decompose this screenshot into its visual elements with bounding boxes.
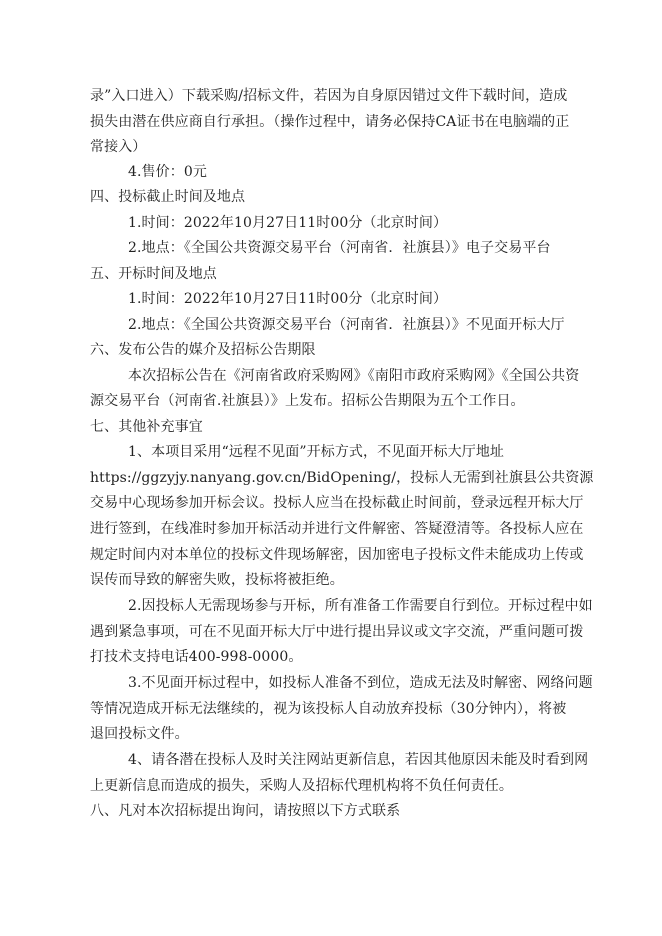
section-heading: 八、凡对本次招标提出询问，请按照以下方式联系 [90,803,401,819]
section-heading: 四、投标截止时间及地点 [90,189,246,205]
text-line: 常接入） [90,139,147,155]
text-line: 退回投标文件。 [90,726,189,742]
text-line: 录”入口进入）下载采购/招标文件，若因为自身原因错过文件下载时间，造成 [90,88,568,104]
text-line: 2.因投标人无需现场参与开标，所有准备工作需要自行到位。开标过程中如 [128,598,593,614]
text-line: https://ggzyjy.nanyang.gov.cn/BidOpening/，投标人无需到社旗县公共资源 [90,470,594,486]
section-heading: 七、其他补充事宜 [90,419,203,435]
text-line: 2.地点：《全国公共资源交易平台（河南省．社旗县）》电子交易平台 [128,240,551,256]
text-line: 1.时间：2022年10月27日11时00分（北京时间） [128,291,448,307]
text-line: 进行签到，在线准时参加开标活动并进行文件解密、答疑澄清等。各投标人应在 [90,521,584,537]
text-line: 4、请各潜在投标人及时关注网站更新信息，若因其他原因未能及时看到网 [128,752,589,768]
text-line: 1.时间：2022年10月27日11时00分（北京时间） [128,215,448,231]
text-line: 1、本项目采用“远程不见面”开标方式，不见面开标大厅地址 [128,444,505,460]
section-heading: 五、开标时间及地点 [90,266,217,282]
section-heading: 六、发布公告的媒介及招标公告期限 [90,342,316,358]
text-line: 2.地点：《全国公共资源交易平台（河南省．社旗县）》不见面开标大厅 [128,317,565,333]
text-line: 打技术支持电话400-998-0000。 [90,649,303,665]
text-line: 3.不见面开标过程中，如投标人准备不到位，造成无法及时解密、网络问题 [128,675,593,691]
text-line: 损失由潜在供应商自行承担。（操作过程中，请务必保持CA证书在电脑端的正 [90,114,570,130]
text-line: 上更新信息而造成的损失，采购人及招标代理机构将不负任何责任。 [90,778,513,794]
text-line: 4.售价：0元 [128,164,207,180]
text-line: 规定时间内对本单位的投标文件现场解密，因加密电子投标文件未能成功上传或 [90,547,584,563]
text-line: 源交易平台（河南省.社旗县）》上发布。招标公告期限为五个工作日。 [90,393,525,409]
text-line: 交易中心现场参加开标会议。投标人应当在投标截止时间前，登录远程开标大厅 [90,495,584,511]
text-line: 本次招标公告在《河南省政府采购网》《南阳市政府采购网》《全国公共资 [128,368,580,384]
text-line: 遇到紧急事项，可在不见面开标大厅中进行提出异议或文字交流，严重问题可拨 [90,624,584,640]
text-line: 等情况造成开标无法继续的，视为该投标人自动放弃投标（30分钟内），将被 [90,701,567,717]
text-line: 误传而导致的解密失败，投标将被拒绝。 [90,572,344,588]
